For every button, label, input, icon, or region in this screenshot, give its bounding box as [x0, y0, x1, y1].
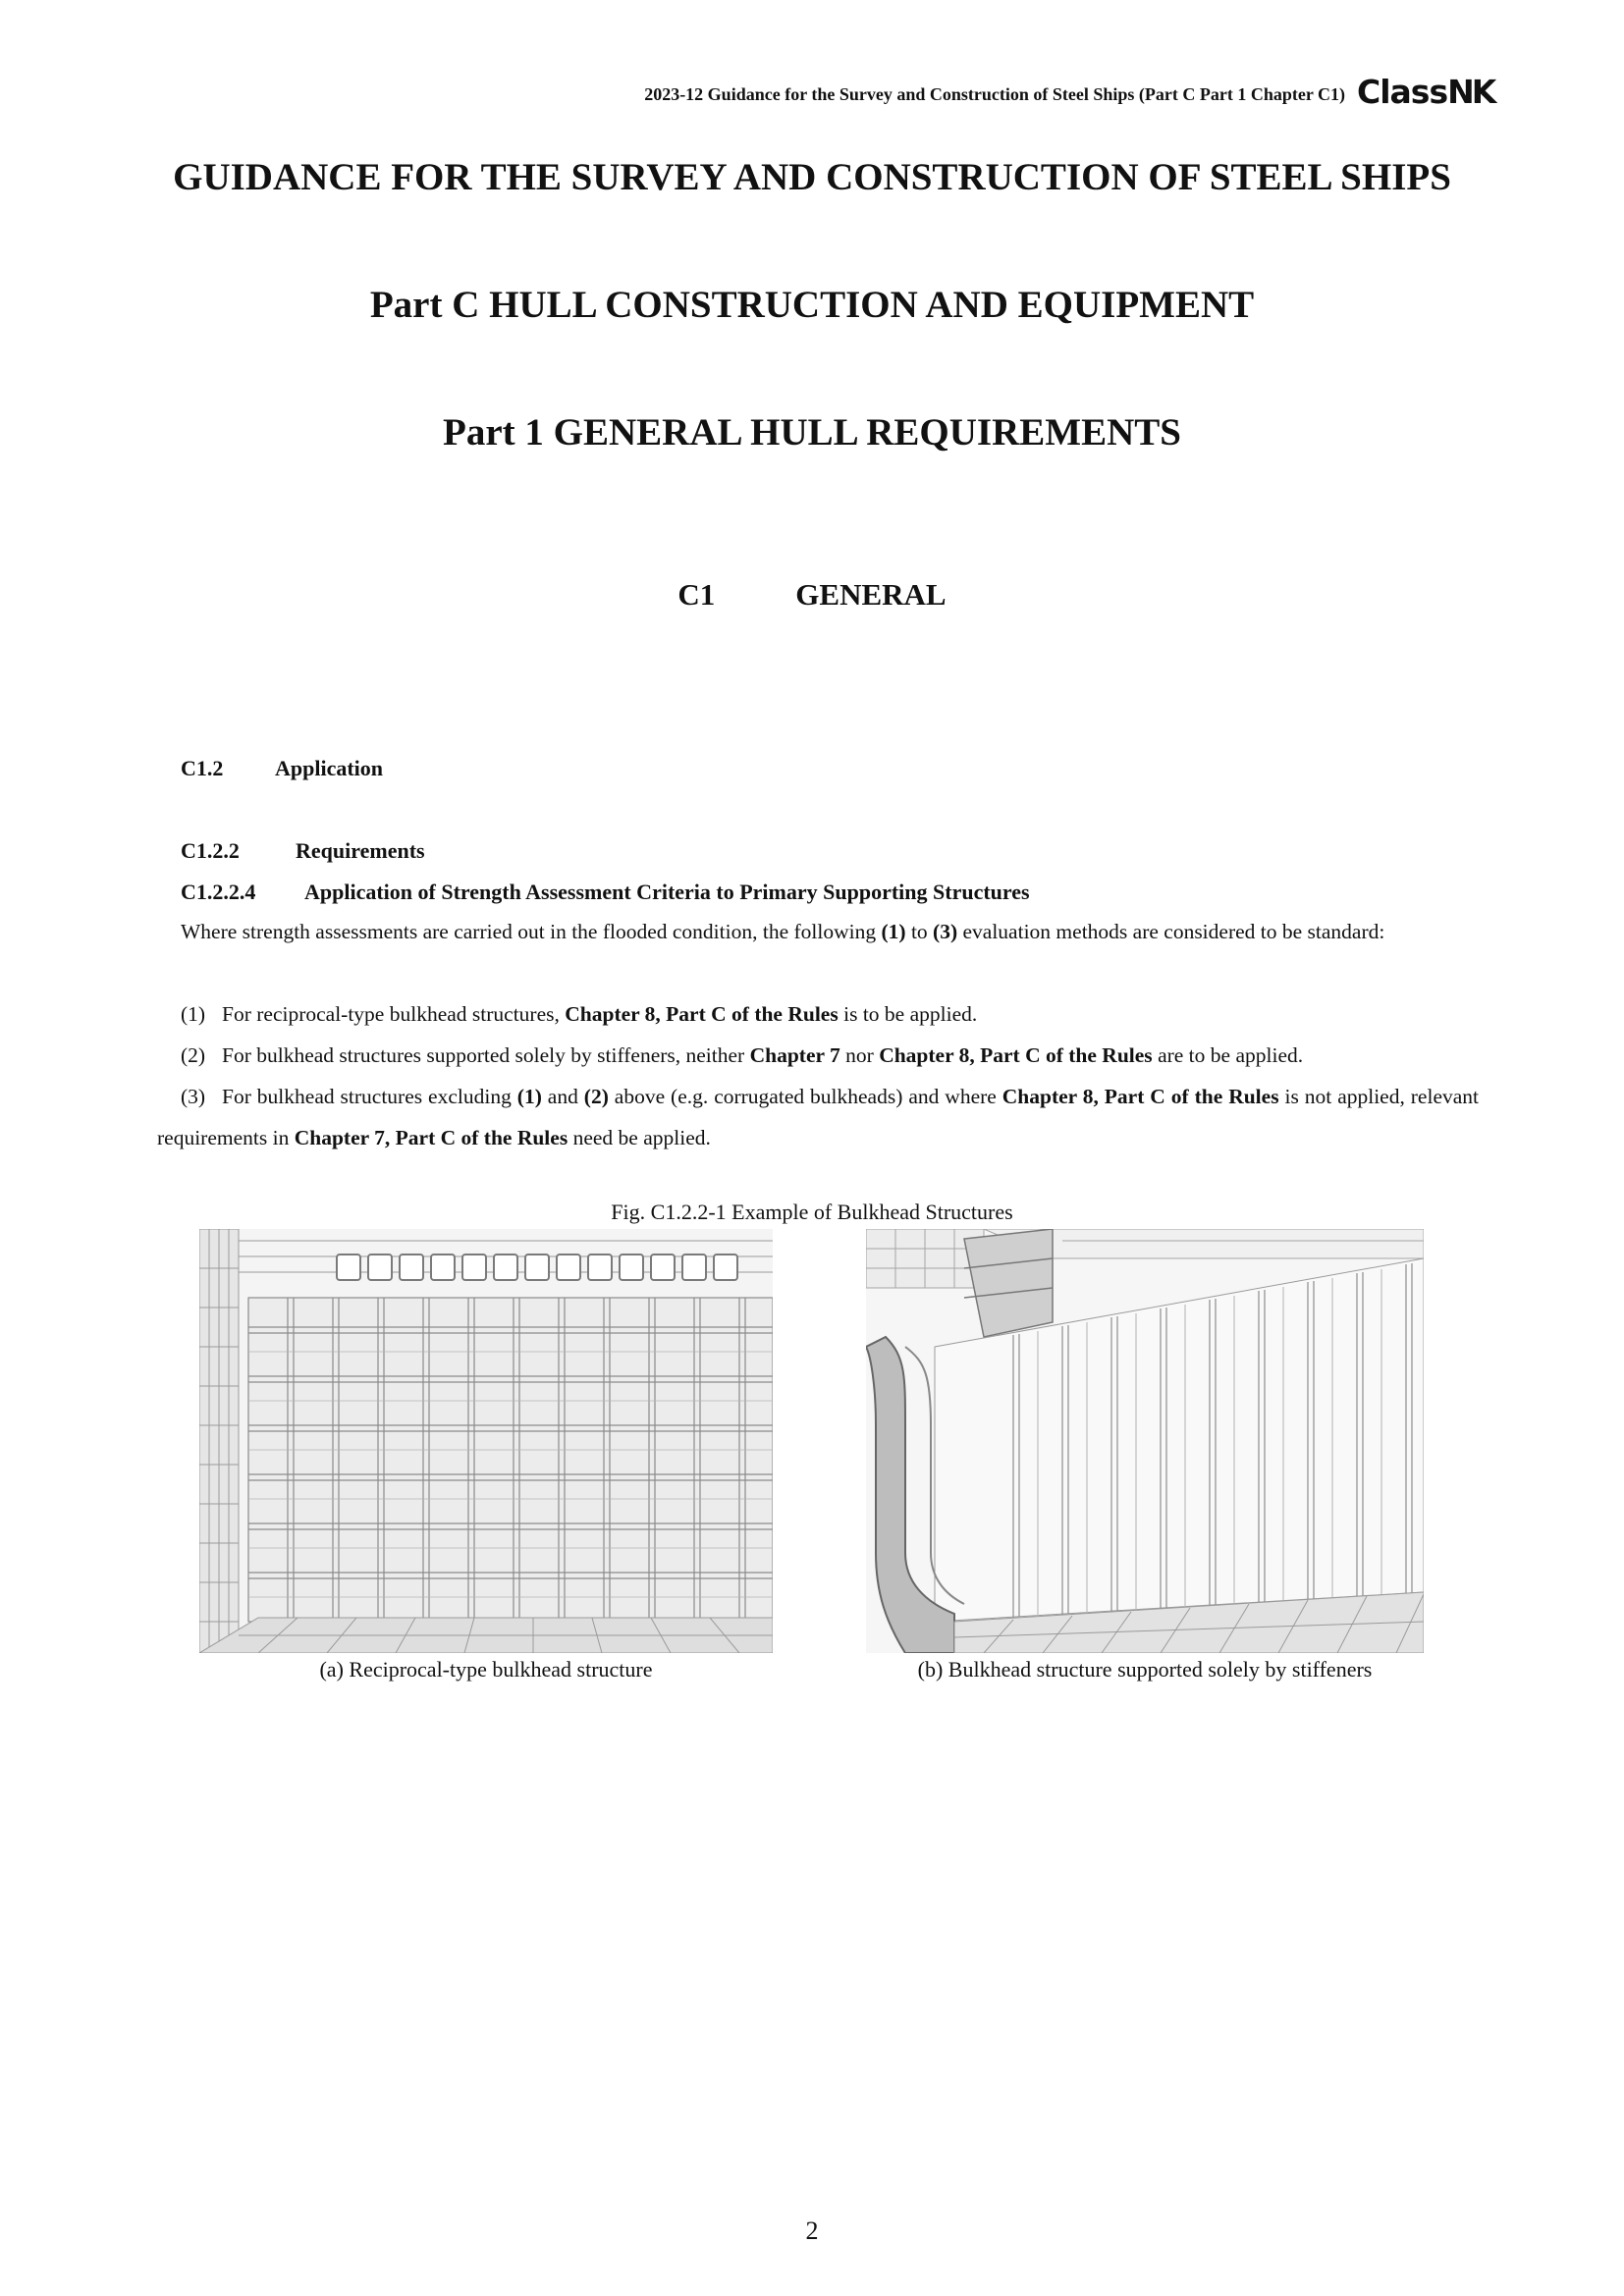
intro-paragraph — [157, 911, 1479, 952]
bulkhead-grid — [248, 1298, 773, 1622]
document-title: GUIDANCE FOR THE SURVEY AND CONSTRUCTION OF STEEL SHIPS — [173, 156, 1451, 198]
text-run: above (e.g. corrugated bulkheads) and where — [608, 1085, 1002, 1108]
section-title: Application of Strength Assessment Criteria to Primary Supporting Structures — [304, 880, 1030, 904]
section-title: Requirements — [296, 838, 425, 863]
chapter-number: C1 — [677, 577, 716, 612]
subpart-title: Part 1 GENERAL HULL REQUIREMENTS — [443, 411, 1181, 454]
text-bold: Chapter 7, Part C of the Rules — [294, 1126, 568, 1149]
floor-mesh — [199, 1618, 773, 1653]
text-run: are to be applied. — [1152, 1043, 1304, 1067]
section-number: C1.2 — [181, 756, 224, 780]
text-bold: Chapter 8, Part C of the Rules — [1001, 1085, 1279, 1108]
reciprocal-bulkhead-figure — [199, 1229, 773, 1653]
text-bold: (1) — [881, 920, 906, 943]
text-bold: Chapter 8, Part C of the Rules — [565, 1002, 839, 1026]
text-run: For bulkhead structures supported solely by stiffeners, neither — [222, 1043, 750, 1067]
part-title: Part C HULL CONSTRUCTION AND EQUIPMENT — [369, 284, 1255, 326]
list-number: (3) — [181, 1085, 206, 1108]
subfigure-b-caption: (b) Bulkhead structure supported solely by stiffeners — [917, 1657, 1373, 1682]
section-number: C1.2.2.4 — [181, 880, 256, 904]
text-run: is not applied, relevant requirements in — [157, 1085, 1480, 1149]
text-bold: (2) — [583, 1085, 609, 1108]
text-bold: (3) — [933, 920, 958, 943]
classnk-logo — [1357, 73, 1493, 111]
text-run: and — [541, 1085, 584, 1108]
logo-text-class: Class — [1357, 73, 1448, 111]
figure-caption: Fig. C1.2.2-1 Example of Bulkhead Structures — [611, 1200, 1013, 1224]
text-run: For reciprocal-type bulkhead structures, — [222, 1002, 566, 1026]
section-heading-c1-2-2 — [181, 838, 425, 864]
list-item-1 — [181, 1002, 1479, 1027]
text-bold: Chapter 7 — [749, 1043, 840, 1067]
text-run: For bulkhead structures excluding — [222, 1085, 517, 1108]
text-run: nor — [839, 1043, 880, 1067]
list-item-2 — [181, 1043, 1479, 1068]
list-number: (1) — [181, 1002, 206, 1026]
side-wall-mesh — [199, 1229, 239, 1653]
logo-text-nk: NK — [1447, 73, 1494, 111]
text-run: is to be applied. — [838, 1002, 978, 1026]
text-bold: (1) — [516, 1085, 542, 1108]
section-heading-c1-2-2-4 — [181, 880, 1030, 905]
subfigure-a-caption: (a) Reciprocal-type bulkhead structure — [319, 1657, 653, 1682]
list-item-3 — [157, 1076, 1479, 1158]
stiffened-bulkhead-figure — [866, 1229, 1424, 1653]
chapter-title: GENERAL — [795, 577, 947, 612]
section-number: C1.2.2 — [181, 838, 240, 863]
section-title: Application — [275, 756, 384, 780]
text-bold: Chapter 8, Part C of the Rules — [879, 1043, 1153, 1067]
page-number: 2 — [805, 2216, 819, 2245]
text-run: need be applied. — [568, 1126, 711, 1149]
text-run: to — [905, 920, 934, 943]
running-header: 2023-12 Guidance for the Survey and Construction of Steel Ships (Part C Part 1 Chapter C1) — [644, 84, 1345, 104]
section-heading-c1-2 — [181, 756, 383, 781]
text-run: Where strength assessments are carried out in the flooded condition, the following — [181, 920, 882, 943]
chapter-heading — [0, 577, 1624, 613]
list-number: (2) — [181, 1043, 206, 1067]
text-run: evaluation methods are considered to be standard: — [957, 920, 1385, 943]
